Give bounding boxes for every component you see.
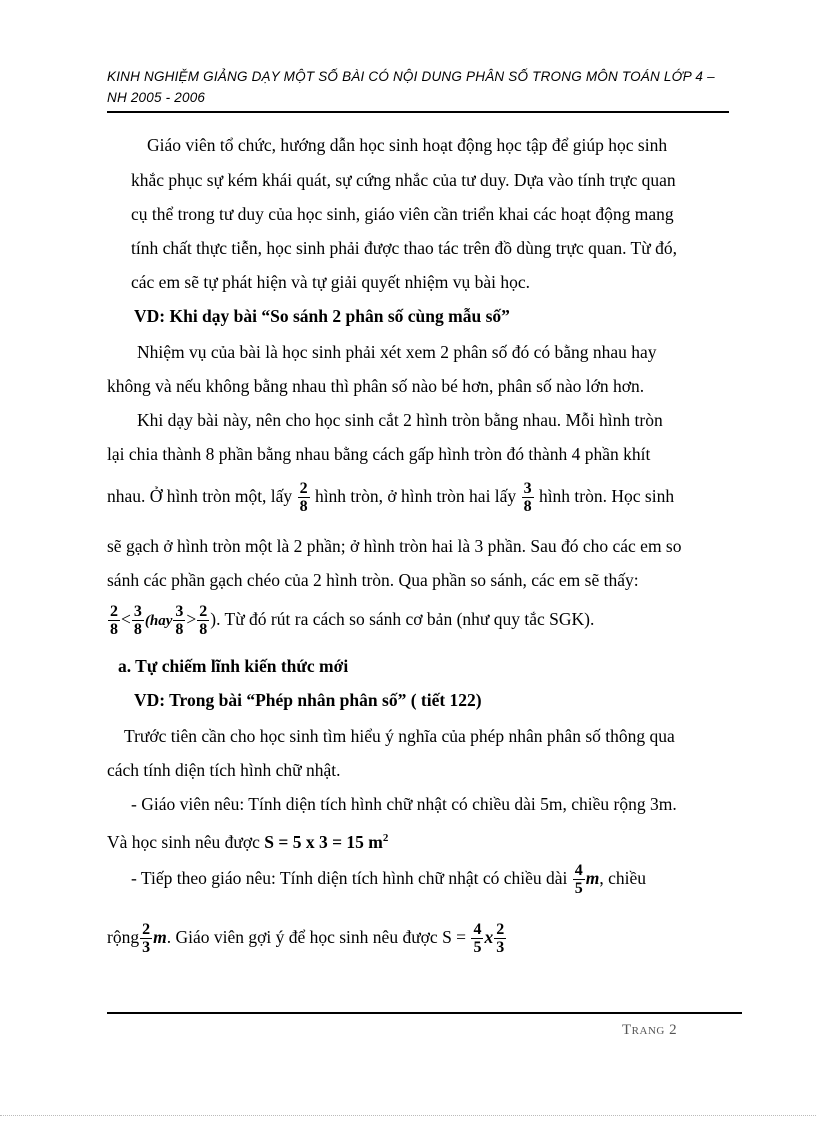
- page-number: Trang 2: [622, 1022, 678, 1038]
- paragraph-line: các em sẽ tự phát hiện và tự giải quyết nhiệm vụ bài học.: [131, 272, 530, 292]
- paragraph-line: - Giáo viên nêu: Tính diện tích hình chữ nhật có chiều dài 5m, chiều rộng 3m.: [131, 794, 677, 814]
- paragraph-line: Giáo viên tổ chức, hướng dẫn học sinh hoạt động học tập để giúp học sinh: [147, 135, 668, 155]
- paragraph-line: Khi dạy bài này, nên cho học sinh cắt 2 hình tròn bằng nhau. Mỗi hình tròn: [137, 410, 663, 430]
- fraction-two-eighths: $\frac{2}{8}$: [110, 603, 118, 639]
- fraction-comparison: $\frac{2}{8}$ < $\frac{3}{8}$ (hay $\frac{3}{8}$ > $\frac{2}{8}$ ). Từ đó rút ra cách so sánh cơ bản (như quy tắc SGK).: [110, 603, 595, 639]
- paragraph-line: tính chất thực tiễn, học sinh phải được thao tác trên đồ dùng trực quan. Từ đó,: [131, 238, 677, 258]
- paragraph-line: khắc phục sự kém khái quát, sự cứng nhắc của tư duy. Dựa vào tính trực quan: [131, 170, 676, 190]
- area-formula: S = 5 x 3 = 15 m: [264, 831, 383, 852]
- fraction-two-thirds: $\frac{2}{3}$: [496, 921, 505, 957]
- paragraph-line: Nhiệm vụ của bài là học sinh phải xét xem 2 phân số đó có bằng nhau hay: [137, 342, 657, 362]
- paragraph-line: sánh các phần gạch chéo của 2 hình tròn. Qua phần so sánh, các em sẽ thấy:: [107, 570, 639, 590]
- section-heading: a. Tự chiếm lĩnh kiến thức mới: [118, 656, 349, 676]
- paragraph-line-with-fractions: nhau. Ở hình tròn một, lấy $\frac{2}{8}$ hình tròn, ở hình tròn hai lấy $\frac{3}{8}$ hình tròn. Học sinh: [107, 480, 675, 516]
- paragraph-line: cách tính diện tích hình chữ nhật.: [107, 760, 341, 780]
- fraction-four-fifths: $\frac{4}{5}$: [473, 921, 482, 957]
- example-heading: VD: Trong bài “Phép nhân phân số” ( tiết 122): [134, 690, 482, 710]
- footer-divider: [107, 1012, 742, 1014]
- header-divider: [107, 111, 729, 113]
- paragraph-line: Và học sinh nêu được S = 5 x 3 = 15 $m^2$: [107, 831, 389, 852]
- paragraph-line-with-fractions: rộng $\frac{2}{3}$ m. Giáo viên gợi ý để học sinh nêu được S = $\frac{4}{5}$ x $\frac{2}{3}$: [107, 921, 505, 957]
- header-year: NH 2005 - 2006: [107, 90, 206, 105]
- paragraph-line: Trước tiên cần cho học sinh tìm hiểu ý nghĩa của phép nhân phân số thông qua: [124, 726, 675, 746]
- example-heading: VD: Khi dạy bài “So sánh 2 phân số cùng mẫu số”: [134, 306, 510, 326]
- fraction-three-eighths: $\frac{3}{8}$: [523, 480, 532, 516]
- header-title: KINH NGHIỆM GIẢNG DẠY MỘT SỐ BÀI CÓ NỘI DUNG PHÂN SỐ TRONG MÔN TOÁN LỚP 4 –: [107, 69, 715, 84]
- paragraph-line-with-fractions: - Tiếp theo giáo nêu: Tính diện tích hình chữ nhật có chiều dài $\frac{4}{5}$ m, chiều: [131, 862, 647, 898]
- fraction-two-thirds: $\frac{2}{3}$: [142, 921, 151, 957]
- paragraph-line: sẽ gạch ở hình tròn một là 2 phần; ở hình tròn hai là 3 phần. Sau đó cho các em so: [107, 536, 682, 556]
- fraction-three-eighths: $\frac{3}{8}$: [175, 603, 184, 639]
- page-edge: [0, 1115, 816, 1116]
- paragraph-line: cụ thể trong tư duy của học sinh, giáo viên cần triển khai các hoạt động mang: [131, 204, 674, 224]
- fraction-two-eighths: $\frac{2}{8}$: [299, 480, 308, 516]
- fraction-three-eighths: $\frac{3}{8}$: [133, 603, 142, 639]
- fraction-two-eighths: $\frac{2}{8}$: [199, 603, 208, 639]
- page-header: [107, 66, 747, 108]
- fraction-four-fifths: $\frac{4}{5}$: [574, 862, 583, 898]
- paragraph-line: lại chia thành 8 phần bằng nhau bằng cách gấp hình tròn đó thành 4 phần khít: [107, 444, 651, 464]
- paragraph-line: không và nếu không bằng nhau thì phân số nào bé hơn, phân số nào lớn hơn.: [107, 376, 645, 396]
